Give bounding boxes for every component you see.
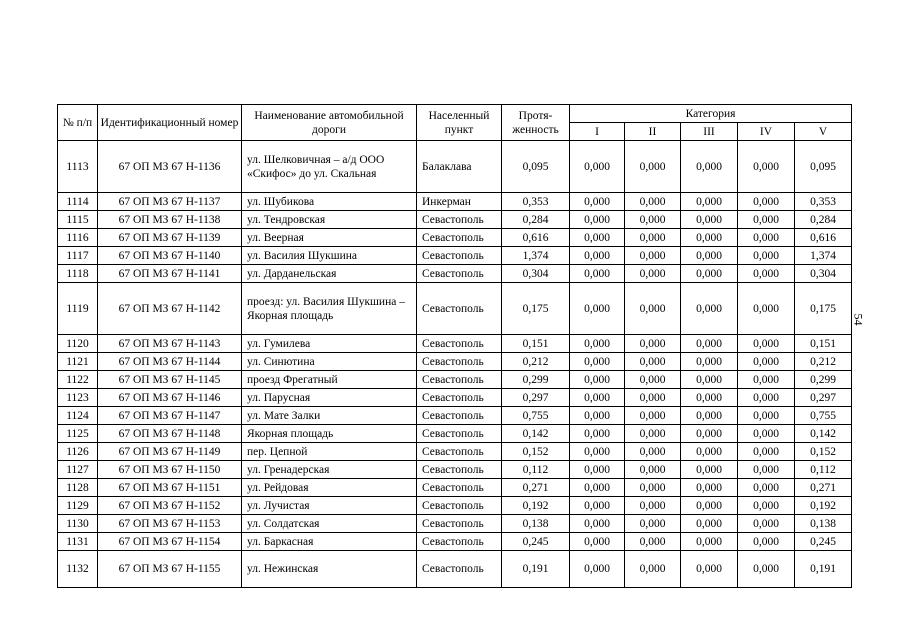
row-category-1: 0,000: [570, 141, 625, 193]
table-row: [58, 515, 852, 533]
row-length: 0,271: [502, 479, 570, 497]
row-category-3: 0,000: [681, 515, 738, 533]
row-road-name: ул. Рейдовая: [242, 479, 417, 497]
row-place: Севастополь: [417, 551, 502, 588]
row-category-3: 0,000: [681, 247, 738, 265]
row-category-2: 0,000: [625, 141, 681, 193]
row-length: 0,138: [502, 515, 570, 533]
row-category-5: 0,755: [795, 407, 852, 425]
row-category-1: 0,000: [570, 461, 625, 479]
row-place: Севастополь: [417, 247, 502, 265]
row-category-1: 0,000: [570, 229, 625, 247]
row-id: 67 ОП МЗ 67 Н-1136: [98, 141, 242, 193]
row-category-1: 0,000: [570, 283, 625, 335]
row-category-2: 0,000: [625, 515, 681, 533]
row-category-3: 0,000: [681, 389, 738, 407]
row-length: 1,374: [502, 247, 570, 265]
row-num: 1132: [58, 551, 98, 588]
header-category-3: III: [681, 123, 738, 141]
row-length: 0,284: [502, 211, 570, 229]
row-road-name: ул. Тендровская: [242, 211, 417, 229]
row-road-name: ул. Василия Шукшина: [242, 247, 417, 265]
row-length: 0,299: [502, 371, 570, 389]
row-id: 67 ОП МЗ 67 Н-1142: [98, 283, 242, 335]
row-category-5: 0,191: [795, 551, 852, 588]
row-category-5: 0,138: [795, 515, 852, 533]
row-id: 67 ОП МЗ 67 Н-1147: [98, 407, 242, 425]
row-length: 0,755: [502, 407, 570, 425]
row-category-4: 0,000: [738, 533, 795, 551]
row-category-4: 0,000: [738, 389, 795, 407]
header-length: Протя-женность: [502, 105, 570, 141]
row-category-2: 0,000: [625, 353, 681, 371]
row-category-3: 0,000: [681, 533, 738, 551]
table-row: [58, 443, 852, 461]
row-category-2: 0,000: [625, 479, 681, 497]
header-name: Наименование автомобильной дороги: [242, 105, 417, 141]
row-category-5: 0,304: [795, 265, 852, 283]
row-category-1: 0,000: [570, 335, 625, 353]
table-row: [58, 371, 852, 389]
row-id: 67 ОП МЗ 67 Н-1151: [98, 479, 242, 497]
row-num: 1113: [58, 141, 98, 193]
row-category-4: 0,000: [738, 461, 795, 479]
row-length: 0,175: [502, 283, 570, 335]
row-id: 67 ОП МЗ 67 Н-1143: [98, 335, 242, 353]
row-category-3: 0,000: [681, 443, 738, 461]
row-road-name: ул. Шубикова: [242, 193, 417, 211]
row-num: 1130: [58, 515, 98, 533]
row-category-5: 0,245: [795, 533, 852, 551]
row-category-2: 0,000: [625, 335, 681, 353]
row-length: 0,191: [502, 551, 570, 588]
row-category-4: 0,000: [738, 193, 795, 211]
row-place: Севастополь: [417, 515, 502, 533]
document-sheet: [57, 104, 852, 588]
table-row: [58, 335, 852, 353]
row-road-name: ул. Дарданельская: [242, 265, 417, 283]
row-place: Севастополь: [417, 425, 502, 443]
row-category-3: 0,000: [681, 425, 738, 443]
row-road-name: ул. Парусная: [242, 389, 417, 407]
row-id: 67 ОП МЗ 67 Н-1152: [98, 497, 242, 515]
header-category-5: V: [795, 123, 852, 141]
row-category-2: 0,000: [625, 283, 681, 335]
row-id: 67 ОП МЗ 67 Н-1141: [98, 265, 242, 283]
row-num: 1116: [58, 229, 98, 247]
row-category-4: 0,000: [738, 335, 795, 353]
row-road-name: ул. Веерная: [242, 229, 417, 247]
row-category-2: 0,000: [625, 247, 681, 265]
row-category-5: 0,112: [795, 461, 852, 479]
row-road-name: пер. Цепной: [242, 443, 417, 461]
row-id: 67 ОП МЗ 67 Н-1146: [98, 389, 242, 407]
row-length: 0,212: [502, 353, 570, 371]
row-category-3: 0,000: [681, 371, 738, 389]
row-id: 67 ОП МЗ 67 Н-1148: [98, 425, 242, 443]
row-category-5: 0,616: [795, 229, 852, 247]
row-place: Севастополь: [417, 353, 502, 371]
row-place: Севастополь: [417, 229, 502, 247]
row-category-2: 0,000: [625, 371, 681, 389]
row-road-name: проезд: ул. Василия Шукшина – Якорная площадь: [242, 283, 417, 335]
row-category-5: 0,284: [795, 211, 852, 229]
row-place: Севастополь: [417, 461, 502, 479]
row-category-4: 0,000: [738, 497, 795, 515]
row-category-3: 0,000: [681, 211, 738, 229]
row-category-1: 0,000: [570, 479, 625, 497]
row-num: 1122: [58, 371, 98, 389]
table-row: [58, 497, 852, 515]
table-row: [58, 353, 852, 371]
row-id: 67 ОП МЗ 67 Н-1153: [98, 515, 242, 533]
row-category-4: 0,000: [738, 407, 795, 425]
row-category-1: 0,000: [570, 211, 625, 229]
table-row: [58, 141, 852, 193]
row-road-name: ул. Гумилева: [242, 335, 417, 353]
table-row: [58, 389, 852, 407]
row-category-3: 0,000: [681, 551, 738, 588]
row-category-1: 0,000: [570, 443, 625, 461]
row-category-4: 0,000: [738, 353, 795, 371]
row-id: 67 ОП МЗ 67 Н-1138: [98, 211, 242, 229]
table-row: [58, 247, 852, 265]
table-row: [58, 229, 852, 247]
row-id: 67 ОП МЗ 67 Н-1137: [98, 193, 242, 211]
row-category-3: 0,000: [681, 265, 738, 283]
row-category-2: 0,000: [625, 389, 681, 407]
row-category-4: 0,000: [738, 479, 795, 497]
row-place: Севастополь: [417, 265, 502, 283]
row-category-3: 0,000: [681, 353, 738, 371]
row-category-1: 0,000: [570, 265, 625, 283]
row-id: 67 ОП МЗ 67 Н-1145: [98, 371, 242, 389]
row-length: 0,112: [502, 461, 570, 479]
row-category-5: 0,353: [795, 193, 852, 211]
header-category-2: II: [625, 123, 681, 141]
row-category-4: 0,000: [738, 283, 795, 335]
row-category-5: 0,152: [795, 443, 852, 461]
row-length: 0,152: [502, 443, 570, 461]
row-place: Севастополь: [417, 443, 502, 461]
header-category-4: IV: [738, 123, 795, 141]
row-category-5: 0,299: [795, 371, 852, 389]
row-road-name: ул. Мате Залки: [242, 407, 417, 425]
row-category-4: 0,000: [738, 425, 795, 443]
row-category-5: 0,192: [795, 497, 852, 515]
row-place: Балаклава: [417, 141, 502, 193]
row-num: 1123: [58, 389, 98, 407]
row-id: 67 ОП МЗ 67 Н-1144: [98, 353, 242, 371]
row-category-1: 0,000: [570, 407, 625, 425]
row-category-4: 0,000: [738, 141, 795, 193]
row-category-1: 0,000: [570, 193, 625, 211]
row-category-1: 0,000: [570, 515, 625, 533]
row-category-4: 0,000: [738, 265, 795, 283]
row-place: Севастополь: [417, 407, 502, 425]
row-id: 67 ОП МЗ 67 Н-1150: [98, 461, 242, 479]
row-category-3: 0,000: [681, 229, 738, 247]
table-row: [58, 211, 852, 229]
row-road-name: ул. Нежинская: [242, 551, 417, 588]
row-place: Севастополь: [417, 283, 502, 335]
table-row: [58, 425, 852, 443]
row-road-name: ул. Шелковичная – а/д ООО «Скифос» до ул. Скальная: [242, 141, 417, 193]
row-id: 67 ОП МЗ 67 Н-1139: [98, 229, 242, 247]
row-category-1: 0,000: [570, 353, 625, 371]
row-category-3: 0,000: [681, 141, 738, 193]
row-num: 1121: [58, 353, 98, 371]
row-length: 0,192: [502, 497, 570, 515]
table-row: [58, 533, 852, 551]
row-category-2: 0,000: [625, 265, 681, 283]
row-num: 1120: [58, 335, 98, 353]
row-category-1: 0,000: [570, 425, 625, 443]
row-id: 67 ОП МЗ 67 Н-1154: [98, 533, 242, 551]
row-length: 0,245: [502, 533, 570, 551]
row-place: Севастополь: [417, 479, 502, 497]
table-row: [58, 461, 852, 479]
row-road-name: ул. Лучистая: [242, 497, 417, 515]
row-num: 1118: [58, 265, 98, 283]
row-category-5: 0,175: [795, 283, 852, 335]
row-num: 1124: [58, 407, 98, 425]
roads-table: [57, 104, 852, 588]
row-num: 1115: [58, 211, 98, 229]
row-num: 1131: [58, 533, 98, 551]
row-category-2: 0,000: [625, 425, 681, 443]
row-category-2: 0,000: [625, 229, 681, 247]
table-row: [58, 265, 852, 283]
row-category-4: 0,000: [738, 229, 795, 247]
row-category-1: 0,000: [570, 371, 625, 389]
row-place: Инкерман: [417, 193, 502, 211]
table-body: [58, 141, 852, 588]
row-category-3: 0,000: [681, 193, 738, 211]
table-row: [58, 193, 852, 211]
row-category-3: 0,000: [681, 283, 738, 335]
row-category-5: 1,374: [795, 247, 852, 265]
row-road-name: ул. Синютина: [242, 353, 417, 371]
header-category-1: I: [570, 123, 625, 141]
row-length: 0,297: [502, 389, 570, 407]
row-category-3: 0,000: [681, 479, 738, 497]
row-category-2: 0,000: [625, 443, 681, 461]
row-place: Севастополь: [417, 389, 502, 407]
row-category-1: 0,000: [570, 497, 625, 515]
row-category-5: 0,151: [795, 335, 852, 353]
row-place: Севастополь: [417, 497, 502, 515]
row-num: 1125: [58, 425, 98, 443]
table-row: [58, 407, 852, 425]
row-category-1: 0,000: [570, 247, 625, 265]
row-category-2: 0,000: [625, 193, 681, 211]
row-category-5: 0,142: [795, 425, 852, 443]
row-num: 1128: [58, 479, 98, 497]
row-length: 0,304: [502, 265, 570, 283]
header-place: Населенный пункт: [417, 105, 502, 141]
table-row: [58, 283, 852, 335]
row-category-2: 0,000: [625, 211, 681, 229]
header-num: № п/п: [58, 105, 98, 141]
row-category-2: 0,000: [625, 551, 681, 588]
row-category-4: 0,000: [738, 515, 795, 533]
row-category-2: 0,000: [625, 497, 681, 515]
row-road-name: ул. Баркасная: [242, 533, 417, 551]
row-category-2: 0,000: [625, 407, 681, 425]
row-id: 67 ОП МЗ 67 Н-1155: [98, 551, 242, 588]
row-length: 0,142: [502, 425, 570, 443]
row-category-2: 0,000: [625, 533, 681, 551]
header-category: Категория: [570, 105, 852, 123]
row-category-4: 0,000: [738, 443, 795, 461]
page-number: 54: [851, 313, 866, 326]
row-num: 1129: [58, 497, 98, 515]
row-length: 0,616: [502, 229, 570, 247]
table-row: [58, 551, 852, 588]
row-category-5: 0,271: [795, 479, 852, 497]
row-num: 1127: [58, 461, 98, 479]
row-category-3: 0,000: [681, 407, 738, 425]
row-place: Севастополь: [417, 211, 502, 229]
row-length: 0,095: [502, 141, 570, 193]
table-row: [58, 479, 852, 497]
row-length: 0,353: [502, 193, 570, 211]
row-road-name: Якорная площадь: [242, 425, 417, 443]
row-road-name: ул. Гренадерская: [242, 461, 417, 479]
row-category-4: 0,000: [738, 211, 795, 229]
row-road-name: проезд Фрегатный: [242, 371, 417, 389]
row-category-3: 0,000: [681, 461, 738, 479]
row-category-1: 0,000: [570, 389, 625, 407]
row-length: 0,151: [502, 335, 570, 353]
header-id: Идентификационный номер: [98, 105, 242, 141]
row-category-3: 0,000: [681, 497, 738, 515]
row-category-3: 0,000: [681, 335, 738, 353]
row-category-5: 0,095: [795, 141, 852, 193]
row-num: 1117: [58, 247, 98, 265]
row-num: 1119: [58, 283, 98, 335]
row-category-4: 0,000: [738, 371, 795, 389]
row-place: Севастополь: [417, 371, 502, 389]
row-place: Севастополь: [417, 533, 502, 551]
row-category-5: 0,212: [795, 353, 852, 371]
row-category-4: 0,000: [738, 247, 795, 265]
row-road-name: ул. Солдатская: [242, 515, 417, 533]
row-num: 1126: [58, 443, 98, 461]
row-category-1: 0,000: [570, 551, 625, 588]
row-category-4: 0,000: [738, 551, 795, 588]
row-place: Севастополь: [417, 335, 502, 353]
row-num: 1114: [58, 193, 98, 211]
row-id: 67 ОП МЗ 67 Н-1149: [98, 443, 242, 461]
row-category-1: 0,000: [570, 533, 625, 551]
row-category-2: 0,000: [625, 461, 681, 479]
row-id: 67 ОП МЗ 67 Н-1140: [98, 247, 242, 265]
row-category-5: 0,297: [795, 389, 852, 407]
